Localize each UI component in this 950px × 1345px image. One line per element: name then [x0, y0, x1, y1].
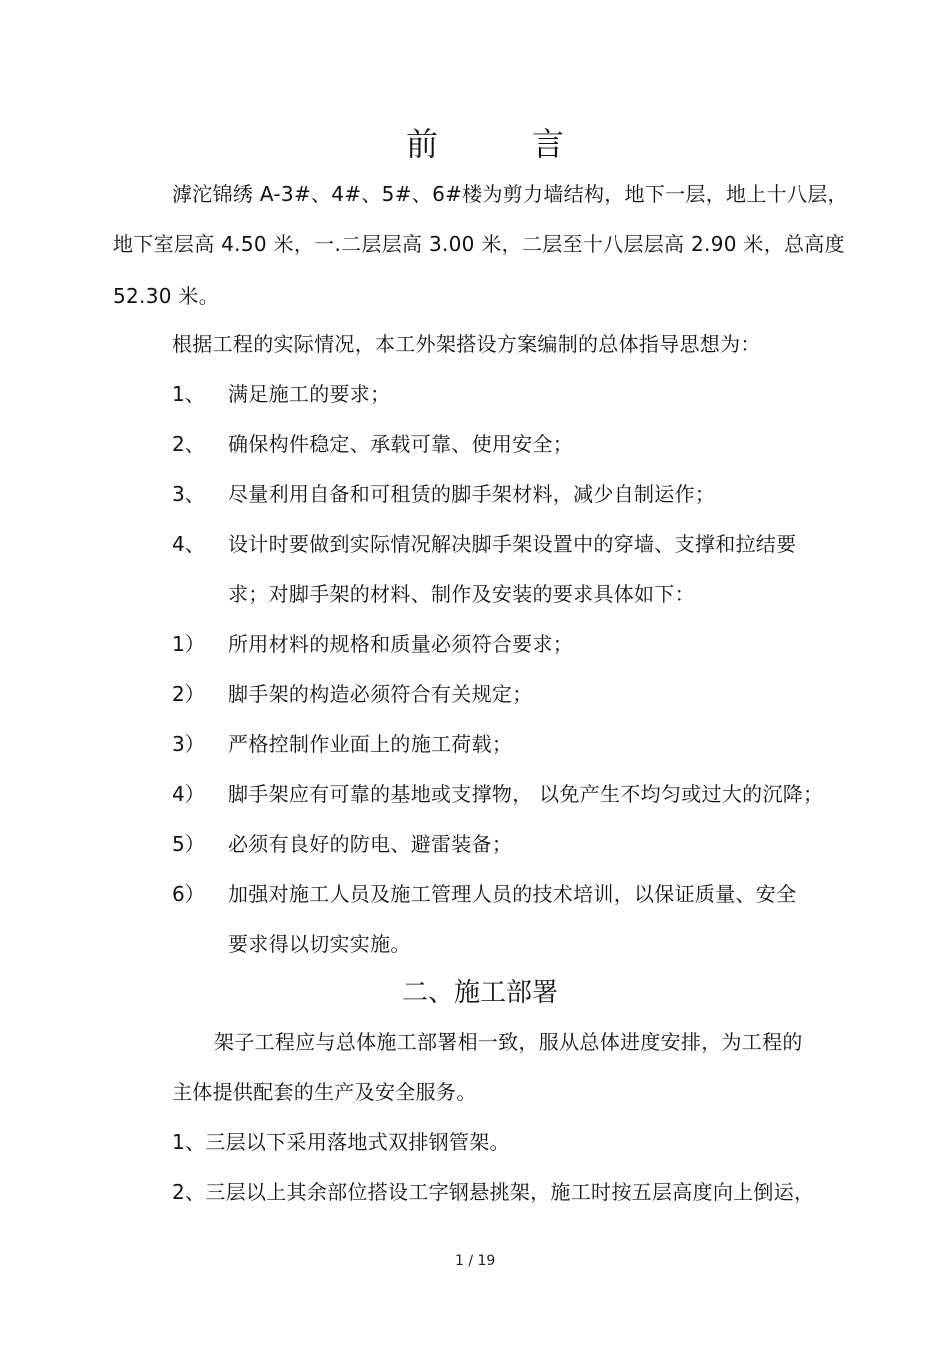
- principle-number: 2、: [172, 432, 205, 456]
- page-title-right: 言: [532, 125, 565, 163]
- principle-text: 尽量利用自备和可租赁的脚手架材料，减少自制运作；: [228, 482, 716, 506]
- requirement-number: 6）: [172, 882, 205, 906]
- requirement-number: 4）: [172, 782, 205, 806]
- principle-text-continued: 求；对脚手架的材料、制作及安装的要求具体如下：: [228, 582, 695, 606]
- page-title-left: 前: [406, 125, 439, 163]
- principle-text: 满足施工的要求；: [228, 382, 391, 406]
- section-paragraph-line-1: 架子工程应与总体施工部署相一致，服从总体进度安排，为工程的: [214, 1030, 803, 1054]
- section-paragraph-line-2: 主体提供配套的生产及安全服务。: [172, 1080, 477, 1104]
- intro-line-4: 根据工程的实际情况，本工外架搭设方案编制的总体指导思想为：: [172, 332, 761, 356]
- requirement-text: 所用材料的规格和质量必须符合要求；: [228, 632, 574, 656]
- principle-number: 1、: [172, 382, 205, 406]
- requirement-number: 1）: [172, 632, 205, 656]
- requirement-number: 3）: [172, 732, 205, 756]
- requirement-number: 2）: [172, 682, 205, 706]
- section-item-1: 1、三层以下采用落地式双排钢管架。: [172, 1130, 510, 1154]
- principle-text: 确保构件稳定、承载可靠、使用安全；: [228, 432, 574, 456]
- page-number: 1 / 19: [455, 1253, 496, 1269]
- principle-number: 4、: [172, 532, 205, 556]
- requirement-text-continued: 要求得以切实实施。: [228, 932, 411, 956]
- principle-number: 3、: [172, 482, 205, 506]
- requirement-text: 严格控制作业面上的施工荷载；: [228, 732, 513, 756]
- requirement-text: 脚手架应有可靠的基地或支撑物， 以免产生不均匀或过大的沉降；: [228, 782, 824, 806]
- intro-line-1: 滹沱锦绣 A-3#、4#、5#、6#楼为剪力墙结构，地下一层，地上十八层，: [172, 182, 848, 206]
- requirement-text: 必须有良好的防电、避雷装备；: [228, 832, 513, 856]
- section-heading: 二、施工部署: [402, 978, 559, 1008]
- principle-text: 设计时要做到实际情况解决脚手架设置中的穿墙、支撑和拉结要: [228, 532, 797, 556]
- requirement-text: 脚手架的构造必须符合有关规定；: [228, 682, 533, 706]
- section-item-2: 2、三层以上其余部位搭设工字钢悬挑架，施工时按五层高度向上倒运，: [172, 1180, 815, 1204]
- intro-line-2: 地下室层高 4.50 米，一.二层层高 3.00 米，二层至十八层层高 2.90 米，总高度: [113, 232, 845, 256]
- requirement-text: 加强对施工人员及施工管理人员的技术培训，以保证质量、安全: [228, 882, 797, 906]
- requirement-number: 5）: [172, 832, 205, 856]
- intro-line-3: 52.30 米。: [113, 284, 220, 308]
